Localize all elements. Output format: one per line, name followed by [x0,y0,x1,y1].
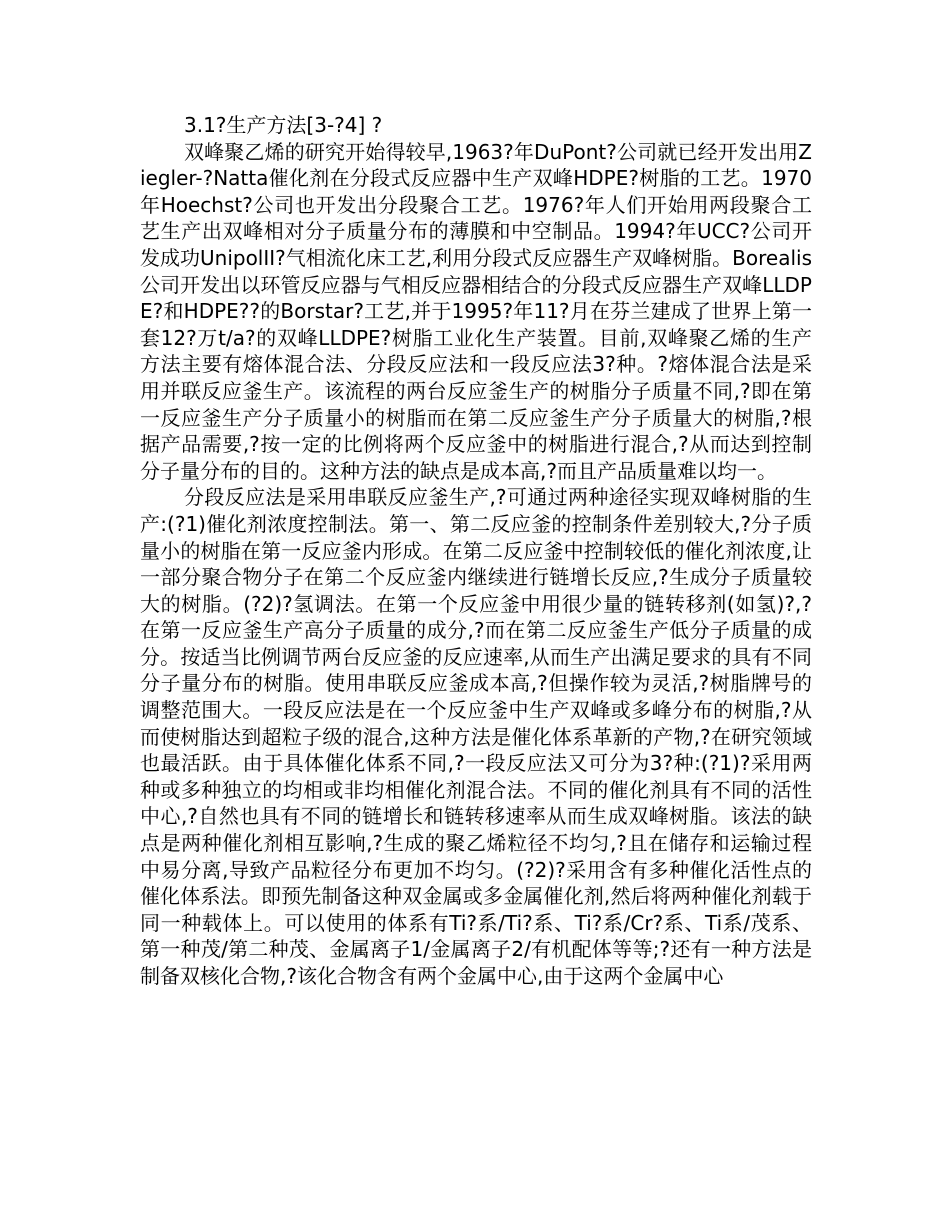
document-page [140,112,812,990]
paragraph-2: 分段反应法是采用串联反应釜生产,?可通过两种途径实现双峰树脂的生产:(?1)催化剂浓度控制法。第一、第二反应釜的控制条件差别较大,?分子质量小的树脂在第一反应釜内形成。在第二反应釜中控制较低的催化剂浓度,让一部分聚合物分子在第二个反应釜内继续进行链增长反应,?生成分子质量较大的树脂。(?2)?氢调法。在第一个反应釜中用很少量的链转移剂(如氢)?,?在第一反应釜生产高分子质量的成分,?而在第二反应釜生产低分子质量的成分。按适当比例调节两台反应釜的反应速率,从而生产出满足要求的具有不同分子量分布的树脂。使用串联反应釜成本高,?但操作较为灵活,?树脂牌号的调整范围大。一段反应法是在一个反应釜中生产双峰或多峰分布的树脂,?从而使树脂达到超粒子级的混合,这种方法是催化体系革新的产物,?在研究领域也最活跃。由于具体催化体系不同,?一段反应法又可分为3?种:(?1)?采用两种或多种独立的均相或非均相催化剂混合法。不同的催化剂具有不同的活性中心,?自然也具有不同的链增长和链转移速率从而生成双峰树脂。该法的缺点是两种催化剂相互影响,?生成的聚乙烯粒径不均匀,?且在储存和运输过程中易分离,导致产品粒径分布更加不均匀。(?2)?采用含有多种催化活性点的催化体系法。即预先制备这种双金属或多金属催化剂,然后将两种催化剂载于同一种载体上。可以使用的体系有Ti?系/Ti?系、Ti?系/Cr?系、Ti系/茂系、第一种茂/第二种茂、金属离子1/金属离子2/有机配体等等;?还有一种方法是制备双核化合物,?该化合物含有两个金属中心,由于这两个金属中心 [140,485,812,988]
section-heading: 3.1?生产方法[3-?4] ? [184,113,383,137]
paragraph-1: 双峰聚乙烯的研究开始得较早,1963?年DuPont?公司就已经开发出用Ziegler-?Natta催化剂在分段式反应器中生产双峰HDPE?树脂的工艺。1970年Hoechst?公司也开发出分段聚合工艺。1976?年人们开始用两段聚合工艺生产出双峰相对分子质量分布的薄膜和中空制品。1994?年UCC?公司开发成功UnipolII?气相流化床工艺,利用分段式反应器生产双峰树脂。Borealis公司开发出以环管反应器与气相反应器相结合的分段式反应器生产双峰LLDPE?和HDPE??的Borstar?工艺,并于1995?年11?月在芬兰建成了世界上第一套12?万t/a?的双峰LLDPE?树脂工业化生产装置。目前,双峰聚乙烯的生产方法主要有熔体混合法、分段反应法和一段反应法3?种。?熔体混合法是采用并联反应釜生产。该流程的两台反应釜生产的树脂分子质量不同,?即在第一反应釜生产分子质量小的树脂而在第二反应釜生产分子质量大的树脂,?根据产品需要,?按一定的比例将两个反应釜中的树脂进行混合,?从而达到控制分子量分布的目的。这种方法的缺点是成本高,?而且产品质量难以均一。 [140,139,812,483]
